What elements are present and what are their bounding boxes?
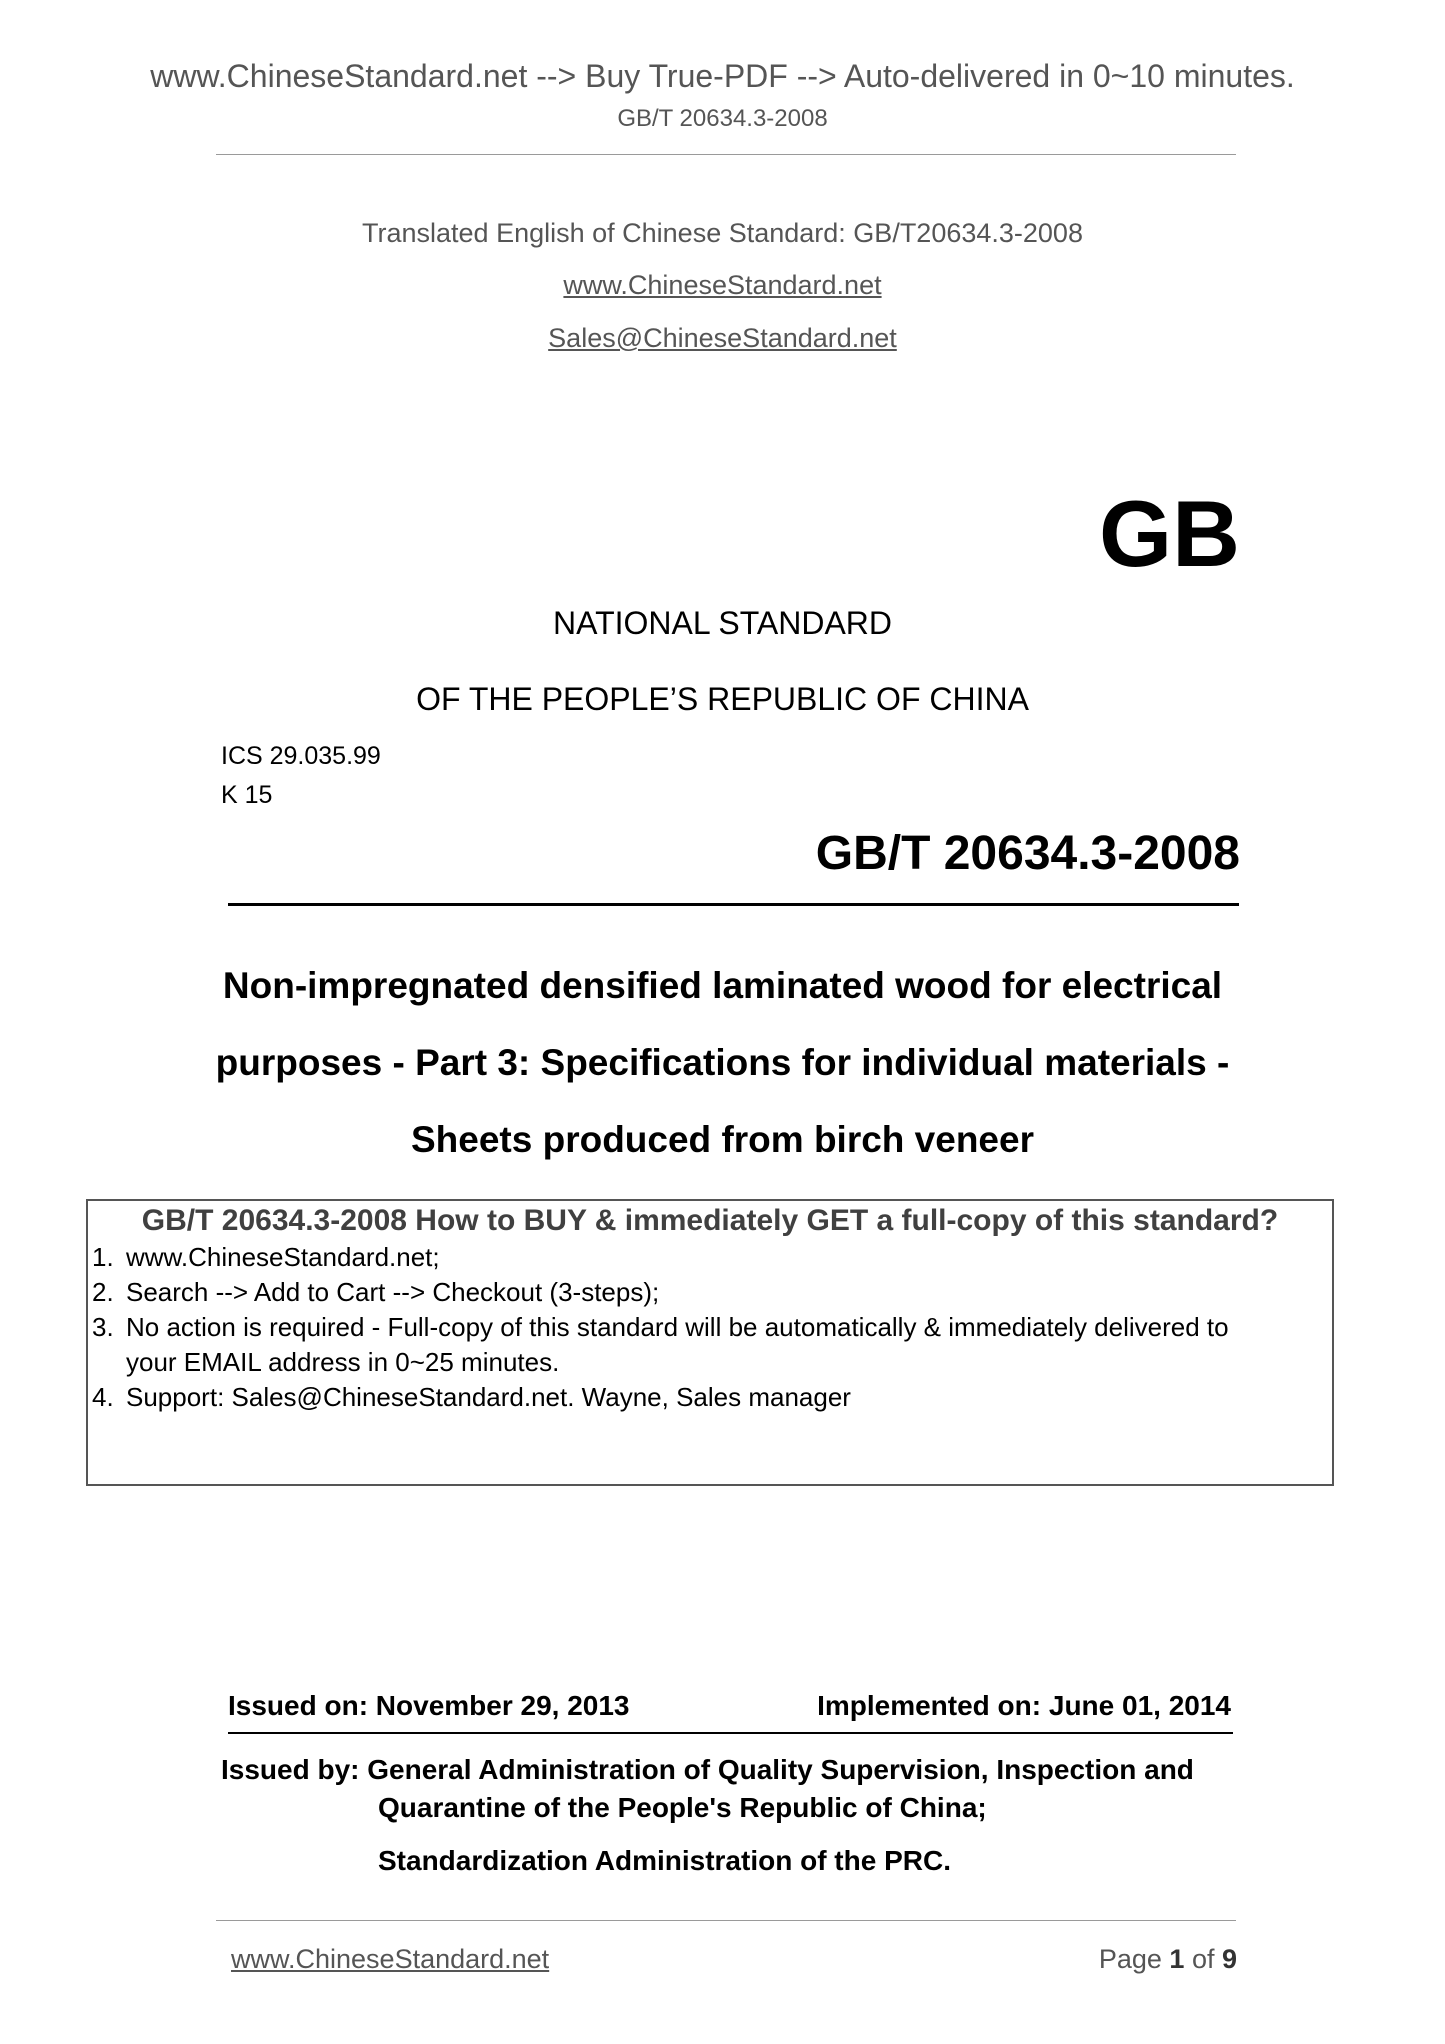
dates-divider xyxy=(228,1732,1233,1734)
issued-by-line-1: Issued by: General Administration of Quality Supervision, Inspection and xyxy=(221,1754,1194,1785)
website-link[interactable]: www.ChineseStandard.net xyxy=(563,270,882,300)
header-line-1: www.ChineseStandard.net --> Buy True-PDF --> Auto-delivered in 0~10 minutes. xyxy=(150,58,1295,94)
issued-date: Issued on: November 29, 2013 xyxy=(228,1690,630,1721)
purchase-step-continuation xyxy=(92,1347,559,1378)
page-separator: of xyxy=(1184,1944,1222,1974)
step-text: your EMAIL address in 0~25 minutes. xyxy=(126,1347,560,1377)
website-row xyxy=(0,270,1445,301)
step-number: 4. xyxy=(92,1382,114,1412)
email-link[interactable]: Sales@ChineseStandard.net xyxy=(548,323,897,353)
purchase-box-title: GB/T 20634.3-2008 How to BUY & immediately GET a full-copy of this standard? xyxy=(141,1204,1279,1237)
document-title-line-1: Non-impregnated densified laminated wood for electrical xyxy=(222,965,1223,1006)
document-title-line-3: Sheets produced from birch veneer xyxy=(410,1119,1034,1160)
purchase-step xyxy=(92,1277,659,1308)
page-current: 1 xyxy=(1169,1944,1185,1974)
standard-divider xyxy=(228,903,1239,906)
step-text: www.ChineseStandard.net; xyxy=(126,1242,440,1272)
step-number: 2. xyxy=(92,1277,114,1307)
email-row xyxy=(0,323,1445,354)
issued-by-line-3: Standardization Administration of the PRC. xyxy=(378,1845,951,1876)
issued-by-line-2: Quarantine of the People's Republic of China; xyxy=(378,1792,987,1823)
step-text: Search --> Add to Cart --> Checkout (3-steps); xyxy=(126,1277,660,1307)
purchase-step xyxy=(92,1312,1229,1343)
purchase-step xyxy=(92,1382,851,1413)
country-heading: OF THE PEOPLE’S REPUBLIC OF CHINA xyxy=(416,681,1029,717)
header-divider xyxy=(216,154,1236,155)
translated-notice: Translated English of Chinese Standard: GB/T20634.3-2008 xyxy=(362,218,1083,248)
step-number: 3. xyxy=(92,1312,114,1342)
purchase-step xyxy=(92,1242,440,1273)
step-number: 1. xyxy=(92,1242,114,1272)
step-text: Support: Sales@ChineseStandard.net. Wayne, Sales manager xyxy=(126,1382,851,1412)
gb-logo: GB xyxy=(1099,481,1240,586)
classification-code: K 15 xyxy=(221,781,273,809)
page-number xyxy=(1099,1944,1237,1975)
national-standard-heading: NATIONAL STANDARD xyxy=(553,605,892,641)
header-standard-code: GB/T 20634.3-2008 xyxy=(617,105,828,132)
standard-number: GB/T 20634.3-2008 xyxy=(815,827,1240,880)
page-prefix: Page xyxy=(1098,1944,1170,1974)
purchase-info-box xyxy=(86,1199,1334,1486)
ics-code: ICS 29.035.99 xyxy=(221,742,381,770)
footer-website-link[interactable]: www.ChineseStandard.net xyxy=(231,1944,550,1974)
page-total: 9 xyxy=(1221,1944,1237,1974)
step-text: No action is required - Full-copy of this standard will be automatically & immediately delivered to xyxy=(126,1312,1229,1342)
implemented-date: Implemented on: June 01, 2014 xyxy=(817,1690,1231,1721)
document-title-line-2: purposes - Part 3: Specifications for individual materials - xyxy=(215,1042,1230,1083)
footer-divider xyxy=(216,1920,1236,1921)
